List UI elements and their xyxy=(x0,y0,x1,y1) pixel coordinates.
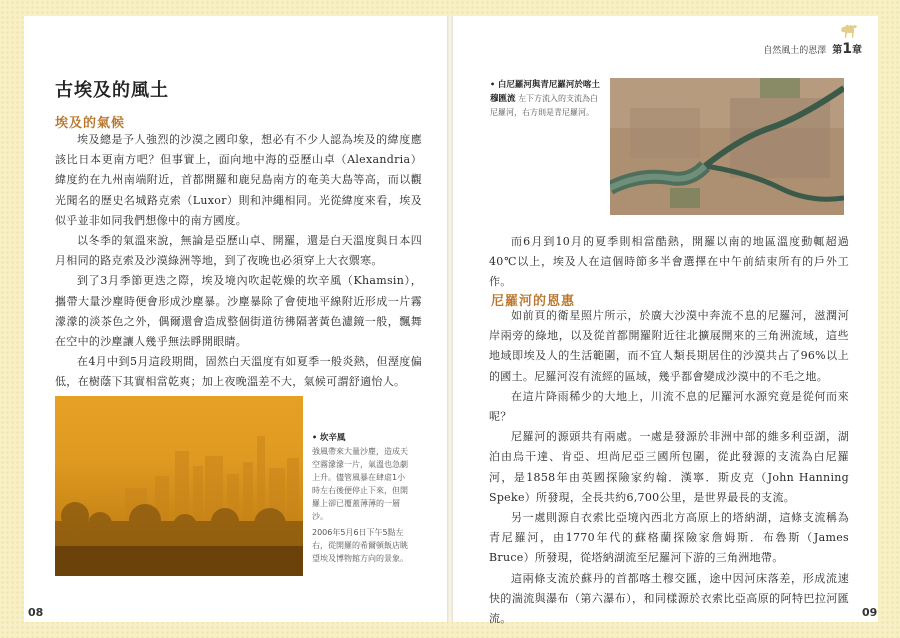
chapter-label: 第1章 xyxy=(832,41,862,57)
satellite-photo xyxy=(610,78,844,215)
camel-icon xyxy=(838,20,860,40)
paragraph: 埃及總是予人強烈的沙漠之國印象，想必有不少人認為埃及的緯度應該比日本更南方吧？但事實上，面向地中海的亞歷山卓（Alexandria）緯度約在九州南端附近，首都開羅和鹿兒島南方的奄美大島等高，而以觀光聞名的歷史名城路克索（Luxor）則和沖繩相同。光從緯度來看，埃及似乎並非如同我們想像中的南方國度。 xyxy=(55,133,422,227)
book-gutter xyxy=(447,16,453,622)
caption-title: 白尼羅河與青尼羅河於喀土穆匯流 xyxy=(490,80,600,104)
paragraph: 如前頁的衛星照片所示，於廣大沙漠中奔流不息的尼羅河，滋潤河岸兩旁的綠地，以及從首都開羅附近往北擴展開來的三角洲流域，這些地域即埃及人的生活範圍，而不宜人類長期居住的沙漠共占了96%以上的國土。尼羅河沒有流經的區域，幾乎都會變成沙漠中的不毛之地。 xyxy=(489,309,849,383)
page-number-right: 09 xyxy=(862,606,878,619)
page-number-left: 08 xyxy=(28,606,44,619)
section-heading-nile: 尼羅河的恩惠 xyxy=(491,294,576,309)
bullet-icon: • xyxy=(490,80,498,89)
sandstorm-photo xyxy=(55,396,303,576)
sandstorm-caption xyxy=(312,431,412,565)
nile-text xyxy=(489,306,849,629)
caption-note: 2006年5月6日下午5點左右，從開羅的希爾頓飯店眺望埃及博物館方向的景象。 xyxy=(312,528,408,563)
caption-text: 強風帶來大量沙塵，造成天空霧濛濛一片，氣溫也急劇上升。儘管風暴在肆虐1小時左右後便停止下來，但開羅上卻已覆蓋薄薄的一層沙。 xyxy=(312,447,408,521)
running-head xyxy=(763,41,862,57)
satellite-caption xyxy=(490,78,602,119)
paragraph: 到了3月季節更迭之際，埃及境內吹起乾燥的坎辛風（Khamsin），攜帶大量沙塵時便會形成沙塵暴。沙塵暴除了會使地平線附近形成一片霧濛濛的淡茶色之外，偶爾還會造成整個街道彷彿隔著黃色濾鏡一般，飄舞在空中的沙塵讓人幾乎無法睜開眼睛。 xyxy=(55,274,422,349)
page-title: 古埃及的風土 xyxy=(55,80,169,101)
summer-text xyxy=(489,232,849,293)
paragraph: 這兩條支流於蘇丹的首都喀土穆交匯，途中因河床落差，形成流速快的湍流與瀑布（第六瀑布），和同樣源於衣索比亞高原的阿特巴拉河匯流。 xyxy=(489,571,849,626)
climate-text xyxy=(55,130,422,393)
paragraph: 另一處則源自衣索比亞境內西北方高原上的塔納湖，這條支流稱為青尼羅河，由1770年代的蘇格蘭探險家詹姆斯．布魯斯（James Bruce）所發現，從塔納湖流至尼羅河下游的三角洲地帶。 xyxy=(489,511,849,565)
paragraph: 而6月到10月的夏季則相當酷熱，開羅以南的地區溫度動輒超過40℃以上，埃及人在這個時節多半會選擇在中午前結束所有的戶外工作。 xyxy=(489,235,849,289)
paragraph: 在4月中到5月這段期間，固然白天溫度有如夏季一般炎熱，但溼度偏低，在樹蔭下其實相當乾爽；加上夜晚溫差不大，氣候可謂舒適怡人。 xyxy=(55,355,422,389)
caption-text: 左下方流入的支流為白尼羅河，右方則是青尼羅河。 xyxy=(490,94,599,117)
bullet-icon: • xyxy=(312,433,320,442)
paragraph: 以冬季的氣溫來說，無論是亞歷山卓、開羅，還是白天溫度與日本四月相同的路克索及沙漠綠洲等地，到了夜晚也必須穿上大衣禦寒。 xyxy=(55,234,422,268)
paragraph: 尼羅河的源頭共有兩處。一處是發源於非洲中部的維多利亞湖，湖泊由烏干達、肯亞、坦尚尼亞三國所包圍，從此發源的支流為白尼羅河，是1858年由英國探險家約翰．漢寧．斯皮克（John Hanning Speke）所發現，全長共約6,700公里，是世界最長的支流。 xyxy=(489,430,849,504)
running-head-section: 自然風土的恩澤 xyxy=(763,46,827,56)
paragraph: 在這片降雨稀少的大地上，川流不息的尼羅河水源究竟是從何而來呢？ xyxy=(489,389,849,424)
caption-title: 坎辛風 xyxy=(319,433,346,443)
section-heading-climate: 埃及的氣候 xyxy=(55,116,126,131)
